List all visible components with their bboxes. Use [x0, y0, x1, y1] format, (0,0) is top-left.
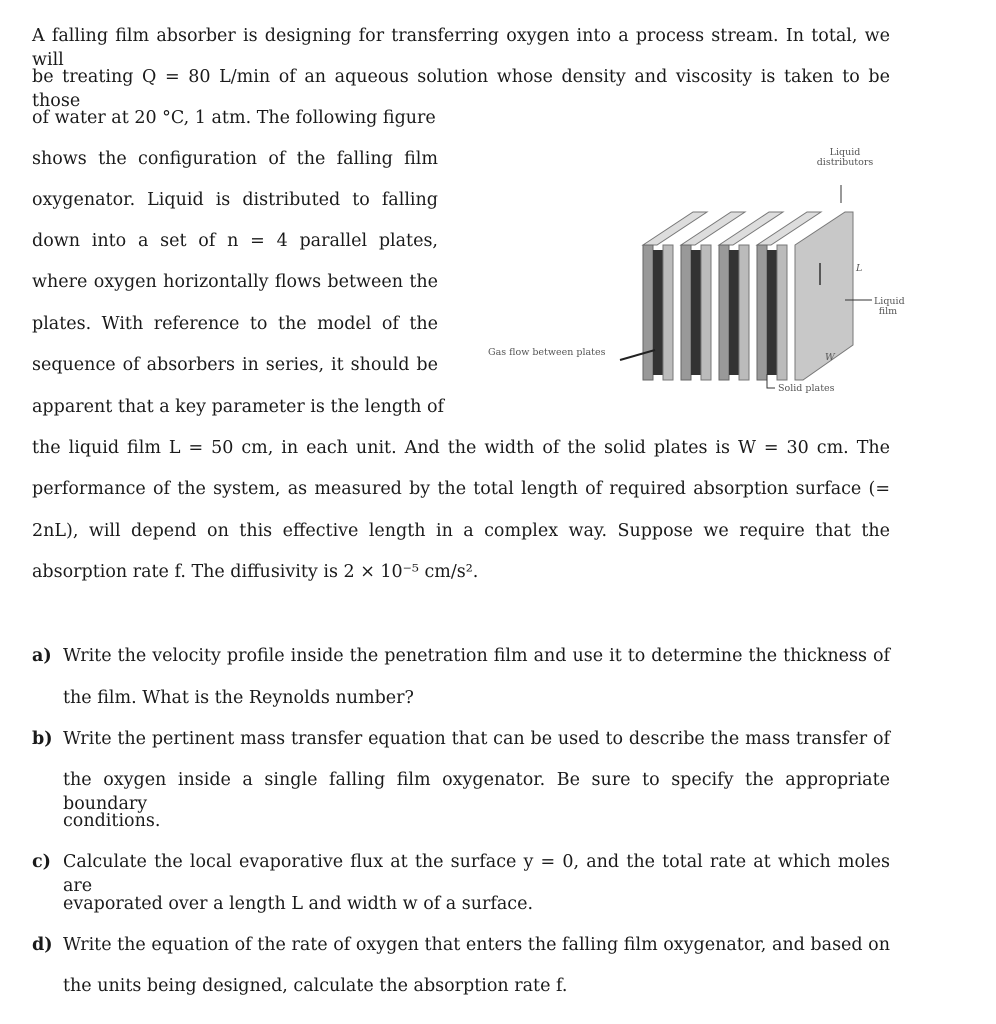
falling-film-figure	[480, 140, 905, 410]
text-line: sequence of absorbers in series, it should be	[32, 355, 438, 375]
text-line: 2nL), will depend on this effective length in a complex way. Suppose we require that the	[32, 521, 890, 541]
text-line: the liquid film L = 50 cm, in each unit. And the width of the solid plates is W = 30 cm. The	[32, 438, 890, 458]
label-solid-plates: Solid plates	[778, 383, 835, 394]
text-line: Write the pertinent mass transfer equation that can be used to describe the mass transfer of	[63, 729, 890, 749]
front-plate-face	[795, 212, 853, 380]
solid-plate	[757, 245, 767, 380]
text-line: absorption rate f. The diffusivity is 2 × 10⁻⁵ cm/s².	[32, 562, 479, 582]
text-line: the oxygen inside a single falling film oxygenator. Be sure to specify the appropriate boundary	[63, 770, 890, 814]
text-line: where oxygen horizontally flows between the	[32, 272, 438, 292]
question-label: c)	[32, 852, 51, 872]
text-line: A falling film absorber is designing for transferring oxygen into a process stream. In total, we will	[32, 26, 890, 70]
text-line: Calculate the local evaporative flux at the surface y = 0, and the total rate at which moles are	[63, 852, 890, 896]
question-label: d)	[32, 935, 53, 955]
liquid-film-edge	[739, 245, 749, 380]
text-line: Write the equation of the rate of oxygen that enters the falling film oxygenator, and based on	[63, 935, 890, 955]
label-gas-flow: Gas flow between plates	[488, 347, 606, 358]
solid-plate	[719, 245, 729, 380]
liquid-film-edge	[701, 245, 711, 380]
text-line: of water at 20 °C, 1 atm. The following figure	[32, 108, 436, 128]
solid-plate	[643, 245, 653, 380]
text-line: evaporated over a length L and width w of a surface.	[63, 894, 534, 914]
text-line: performance of the system, as measured by the total length of required absorption surface (=	[32, 479, 890, 499]
text-line: apparent that a key parameter is the length of	[32, 397, 444, 417]
text-line: down into a set of n = 4 parallel plates,	[32, 231, 438, 251]
text-line: the film. What is the Reynolds number?	[63, 688, 414, 708]
text-line: the units being designed, calculate the absorption rate f.	[63, 976, 568, 996]
gas-gap	[691, 250, 701, 375]
liquid-film-edge	[663, 245, 673, 380]
label-liquid-distributors: Liquid distributors	[816, 147, 874, 168]
text-line: plates. With reference to the model of the	[32, 314, 438, 334]
plates-diagram	[480, 140, 905, 410]
label-L: L	[856, 263, 863, 274]
question-label: b)	[32, 729, 53, 749]
text-line: be treating Q = 80 L/min of an aqueous solution whose density and viscosity is taken to be those	[32, 67, 890, 111]
gas-gap	[729, 250, 739, 375]
solid-plates-pointer	[767, 374, 775, 388]
label-liquid-film: Liquid film	[874, 296, 905, 317]
text-line: shows the configuration of the falling film	[32, 149, 438, 169]
liquid-film-edge	[777, 245, 787, 380]
text-line: conditions.	[63, 811, 161, 831]
text-line: oxygenator. Liquid is distributed to falling	[32, 190, 438, 210]
label-W: W	[825, 352, 835, 363]
gas-gap	[767, 250, 777, 375]
text-line: Write the velocity profile inside the penetration film and use it to determine the thickness of	[63, 646, 890, 666]
question-label: a)	[32, 646, 52, 666]
solid-plate	[681, 245, 691, 380]
gas-gap	[653, 250, 663, 375]
